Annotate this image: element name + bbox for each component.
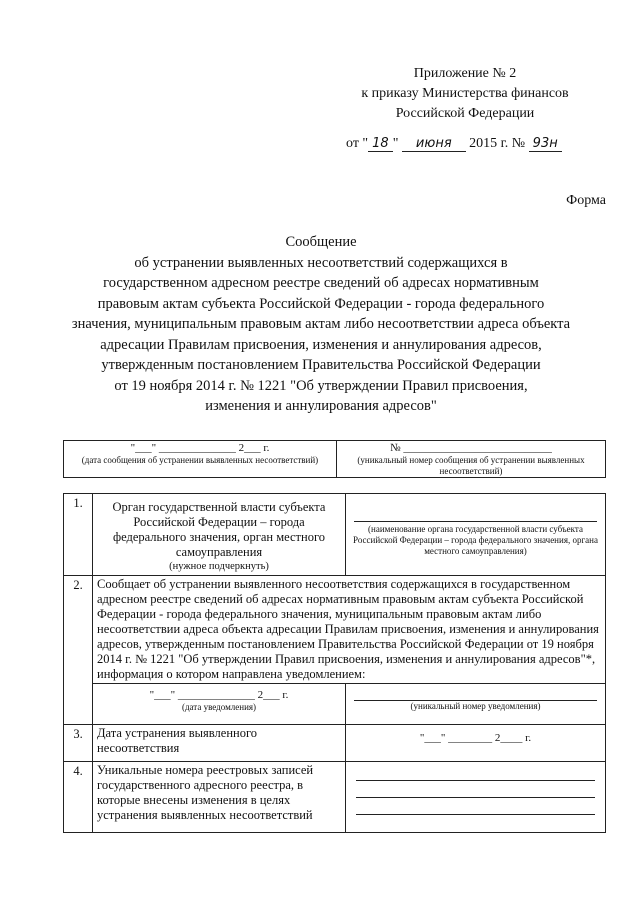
table-row xyxy=(64,684,606,725)
appendix-ministry: Российской Федерации xyxy=(395,106,535,121)
table-row xyxy=(64,762,606,833)
fix-date-label: Дата устранения выявленного несоответствия xyxy=(97,726,258,755)
row-number: 3. xyxy=(64,725,93,762)
appendix-order-ref: к приказу Министерства финансов xyxy=(361,86,569,101)
notice-number-caption: (уникальный номер уведомления) xyxy=(410,701,541,711)
notice-date-field[interactable]: "___" ______________ 2___ г. xyxy=(149,689,289,701)
row-number: 1. xyxy=(64,494,93,576)
notice-text: Сообщает об устранении выявленного несоответствия содержащихся в государственном адресном реестре сведений об адресах нормативным правовым актам субъекта Российской Федерации - города федерального значения, муниципальным правовым актам либо несоответствии адреса объекта адресации Правилам присвоения, изменения и аннулирования адресов, утвержденным постановлением Правительства Российской Федерации от 19 ноября 2014 г. № 1221 "Об утверждении Правил присвоения, изменения и аннулирования адресов"*, информация о котором направлена уведомлением: xyxy=(97,577,599,681)
title-line: правовым актам субъекта Российской Федерации - города федерального xyxy=(97,295,545,312)
title-heading: Сообщение xyxy=(285,234,357,250)
order-day: 18 xyxy=(368,136,393,152)
authority-note: (нужное подчеркнуть) xyxy=(169,561,269,572)
notice-number-cell[interactable] xyxy=(346,684,606,725)
fix-date-cell[interactable] xyxy=(346,725,606,762)
appendix-block xyxy=(340,64,590,124)
record-id-field[interactable] xyxy=(356,781,595,798)
authority-name-caption: (наименование органа государственной власти субъекта Российской Федерации – города федерального значения, органа местного самоуправления) xyxy=(353,524,598,556)
title-line: адресации Правилам присвоения, изменения и аннулирования адресов, xyxy=(100,336,542,353)
authority-name-cell[interactable] xyxy=(346,494,606,576)
row-number: 2. xyxy=(64,576,93,725)
title-line: утвержденным постановлением Правительства Российской Федерации xyxy=(101,357,541,373)
title-line: об устранении выявленных несоответствий содержащихся в xyxy=(134,254,508,271)
fix-date-field[interactable]: "___" ________ 2____ г. xyxy=(419,732,532,744)
form-table xyxy=(63,493,606,833)
record-ids-label: Уникальные номера реестровых записей государственного адресного реестра, в которые внесены изменения в целях устранения выявленных несоответствий xyxy=(97,763,314,822)
record-ids-cell[interactable] xyxy=(346,762,606,833)
order-month: июня xyxy=(402,136,466,152)
authority-name-field[interactable] xyxy=(354,520,597,522)
record-ids-label-cell xyxy=(93,762,346,833)
message-number-field[interactable]: № ___________________________ xyxy=(390,442,552,454)
message-number-cell[interactable] xyxy=(337,441,606,478)
title-line: от 19 ноября 2014 г. № 1221 "Об утверждении Правил присвоения, xyxy=(114,377,528,394)
authority-label: Орган государственной власти субъекта Российской Федерации – города федерального значения, орган местного самоуправления xyxy=(112,500,326,559)
row-number: 4. xyxy=(64,762,93,833)
title-line: государственном адресном реестре сведений об адресах нормативным xyxy=(103,275,539,291)
message-date-field[interactable]: "___" ______________ 2___ г. xyxy=(130,442,270,454)
authority-label-cell xyxy=(93,494,346,576)
table-row xyxy=(64,725,606,762)
message-date-cell[interactable] xyxy=(64,441,337,478)
title-line: значения, муниципальным правовым актам либо несоответствии адреса объекта xyxy=(71,316,571,332)
order-prefix: от " xyxy=(346,136,369,151)
appendix-title: Приложение № 2 xyxy=(413,66,517,81)
order-number: 93н xyxy=(529,136,562,152)
table-row xyxy=(64,494,606,576)
fix-date-label-cell xyxy=(93,725,346,762)
title-line: изменения и аннулирования адресов" xyxy=(205,398,437,414)
document-title xyxy=(66,232,576,417)
message-header-table xyxy=(63,440,606,478)
message-number-caption: (уникальный номер сообщения об устранении выявленных несоответствий) xyxy=(357,455,585,476)
order-date-line xyxy=(346,136,562,152)
form-label: Форма xyxy=(566,193,606,208)
record-id-field[interactable] xyxy=(356,764,595,781)
order-quote: " xyxy=(392,136,399,151)
notice-date-cell[interactable] xyxy=(93,684,346,725)
notice-date-caption: (дата уведомления) xyxy=(181,702,257,712)
notice-text-cell xyxy=(93,576,606,684)
record-id-field[interactable] xyxy=(356,798,595,815)
message-date-caption: (дата сообщения об устранении выявленных несоответствий) xyxy=(81,455,319,465)
table-row xyxy=(64,576,606,684)
order-year: 2015 г. № xyxy=(469,136,526,151)
